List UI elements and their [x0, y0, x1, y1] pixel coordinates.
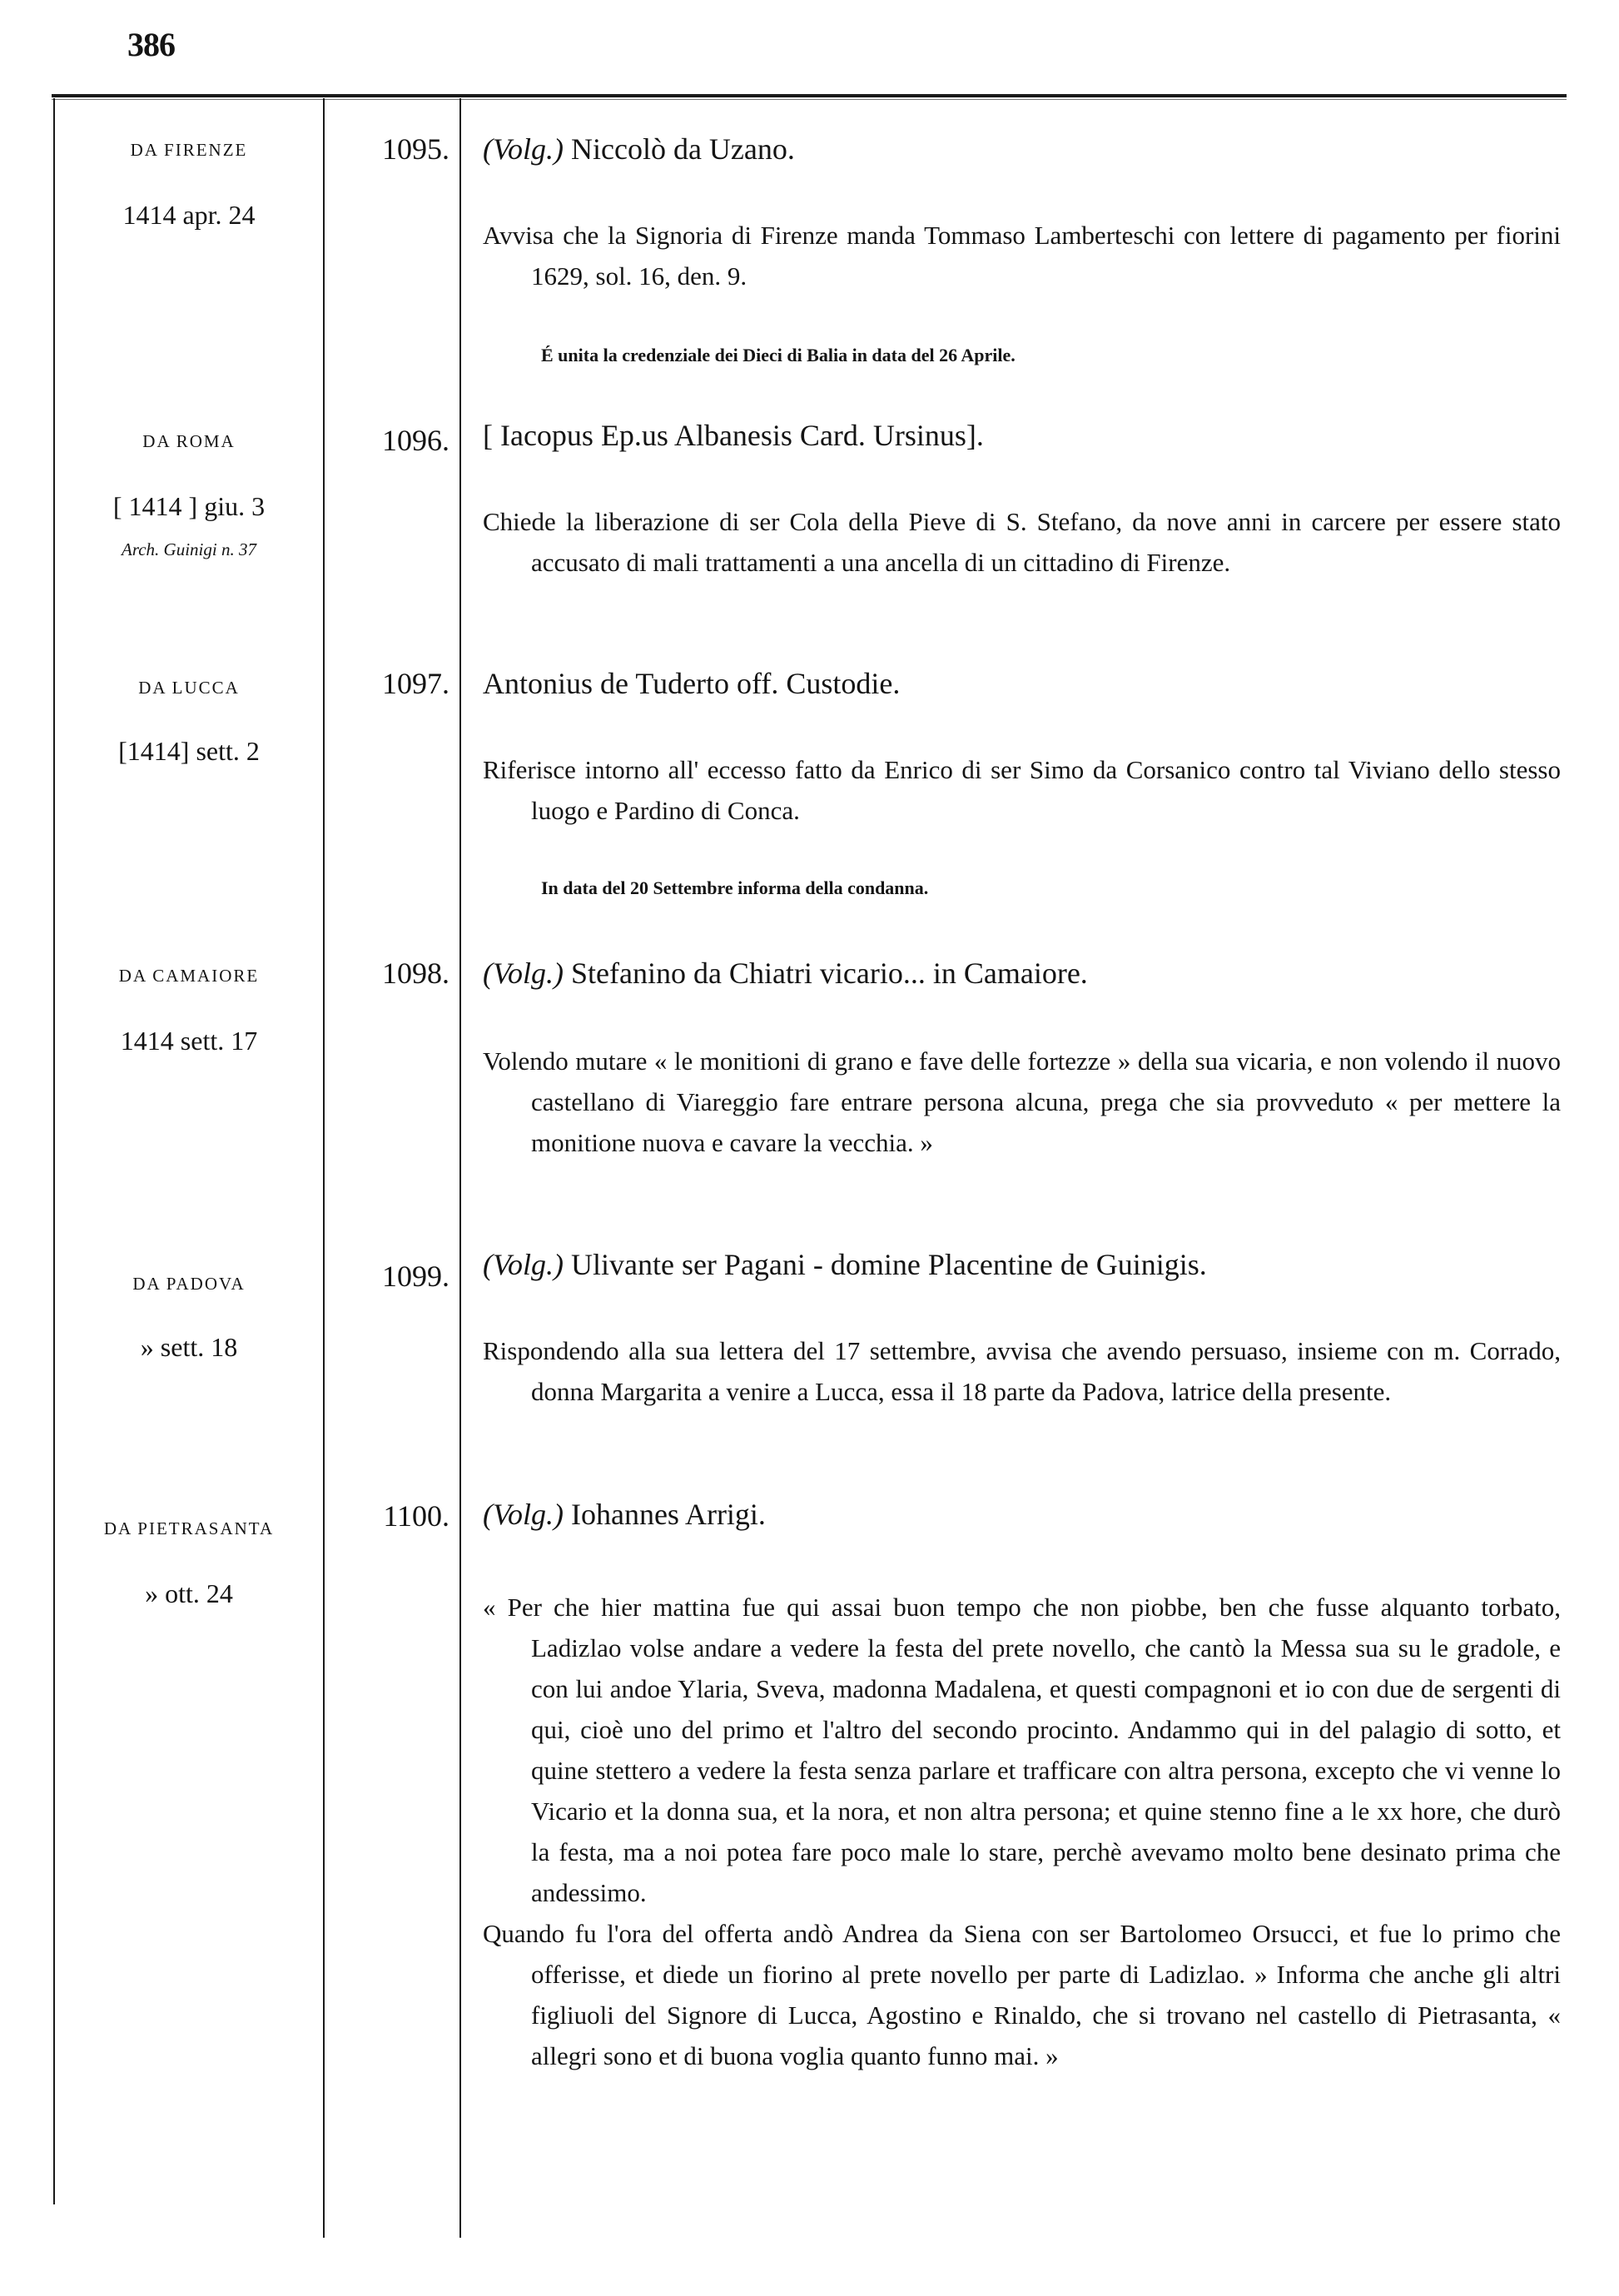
page-number: 386 — [127, 26, 175, 63]
sender-name: Iohannes Arrigi. — [563, 1498, 766, 1531]
entry-date: » sett. 18 — [140, 1332, 238, 1362]
date-column-divider — [323, 98, 325, 2238]
entry-number: 1097. — [382, 667, 449, 700]
sender-name: Antonius de Tuderto off. Custodie. — [483, 667, 901, 700]
volg-label: (Volg.) — [483, 957, 564, 990]
top-rule-thin — [52, 99, 1567, 100]
entry-note: In data del 20 Settembre informa della condanna. — [541, 877, 929, 898]
entry-place: DA PIETRASANTA — [103, 1518, 275, 1538]
sender-name: Ulivante ser Pagani - domine Placentine de Guinigis. — [563, 1248, 1207, 1281]
entry-summary — [483, 501, 1561, 583]
number-column-divider — [459, 98, 461, 2238]
volg-label: (Volg.) — [483, 132, 564, 166]
summary-paragraph: Riferisce intorno all' eccesso fatto da Enrico di ser Simo da Corsanico contro tal Viviano dello stesso luogo e Pardino di Conca. — [483, 755, 1561, 825]
entry-summary — [483, 1330, 1561, 1412]
entry-number: 1099. — [382, 1260, 449, 1293]
entry-place: DA ROMA — [142, 431, 236, 451]
entry-date: 1414 apr. 24 — [122, 200, 256, 230]
sender-name: [ Iacopus Ep.us Albanesis Card. Ursinus]. — [483, 419, 984, 452]
entry-summary — [483, 749, 1561, 831]
quoted-letter-paragraph: « Per che hier mattina fue qui assai buon tempo che non piobbe, ben che fusse alquanto torbato, Ladizlao volse andare a vedere la festa del prete novello, che cantò la Messa sua su le gradole, e con lui andoe Ylaria, Sveva, madonna Madalena, et questi compagnoni et io con due de sergenti di qui, cioè uno del primo et l'altro del secondo procinto. Andammo qui in del palagio di sotto, et quine stettero a vedere la festa senza parlare et trafficare con altra persona, excepto che vi venne lo Vicario et la donna sua, et la nora, et non altra persona; et quine stenno fine a le xx hore, che durò la festa, ma a noi potea fare poco male lo stare, perchè avevamo molto bene desinato prima che andessimo. — [483, 1593, 1561, 1907]
entry-heading — [483, 418, 1557, 453]
entry-heading — [483, 132, 1557, 166]
entry-summary — [483, 1041, 1561, 1163]
entry-number: 1095. — [382, 132, 449, 166]
entry-number: 1100. — [383, 1499, 449, 1533]
sender-name: Stefanino da Chiatri vicario... in Camaiore. — [563, 957, 1088, 990]
entry-heading — [483, 1247, 1557, 1282]
entry-place: DA FIRENZE — [130, 140, 248, 160]
entry-note: É unita la credenziale dei Dieci di Balia in data del 26 Aprile. — [541, 345, 1016, 365]
entry-summary — [483, 215, 1561, 296]
sender-name: Niccolò da Uzano. — [563, 132, 795, 166]
archive-reference: Arch. Guinigi n. 37 — [122, 539, 256, 559]
summary-paragraph: Chiede la liberazione di ser Cola della Pieve di S. Stefano, da nove anni in carcere per essere stato accusato di mali trattamenti a una ancella di un cittadino di Firenze. — [483, 507, 1561, 577]
entry-date: [ 1414 ] giu. 3 — [112, 491, 266, 521]
entry-summary — [483, 1587, 1561, 2076]
entry-date: » ott. 24 — [145, 1578, 233, 1608]
entry-date: [1414] sett. 2 — [118, 736, 260, 766]
top-rule — [52, 94, 1567, 97]
quoted-letter-paragraph: Quando fu l'ora del offerta andò Andrea da Siena con ser Bartolomeo Orsucci, et fue lo primo che offerisse, et diede un fiorino al prete novello per parte di Ladizlao. » Informa che anche gli altri figliuoli del Signore di Lucca, Agostino e Rinaldo, che si trovano nel castello di Pietrasanta, « allegri sono et di buona voglia quanto funno mai. » — [483, 1919, 1561, 2070]
entry-date: 1414 sett. 17 — [120, 1026, 258, 1056]
entry-place: DA CAMAIORE — [118, 966, 260, 986]
summary-paragraph: Rispondendo alla sua lettera del 17 settembre, avvisa che avendo persuaso, insieme con m. Corrado, donna Margarita a venire a Lucca, essa il 18 parte da Padova, latrice della presente. — [483, 1336, 1561, 1406]
volg-label: (Volg.) — [483, 1498, 564, 1531]
entry-number: 1096. — [382, 424, 449, 457]
volg-label: (Volg.) — [483, 1248, 564, 1281]
summary-paragraph: Avvisa che la Signoria di Firenze manda Tommaso Lamberteschi con lettere di pagamento per fiorini 1629, sol. 16, den. 9. — [483, 221, 1561, 291]
entry-place: DA PADOVA — [132, 1274, 246, 1294]
entry-heading — [483, 1497, 1557, 1532]
entry-number: 1098. — [382, 957, 449, 990]
summary-paragraph: Volendo mutare « le monitioni di grano e fave delle fortezze » della sua vicaria, e non volendo il nuovo castellano di Viareggio fare entrare persona alcuna, prega che sia provveduto « per mettere la monitione nuova e cavare la vecchia. » — [483, 1046, 1561, 1157]
entry-heading — [483, 956, 1557, 991]
entry-place: DA LUCCA — [138, 678, 240, 698]
left-border-rule — [53, 98, 55, 2204]
entry-heading — [483, 666, 1557, 701]
